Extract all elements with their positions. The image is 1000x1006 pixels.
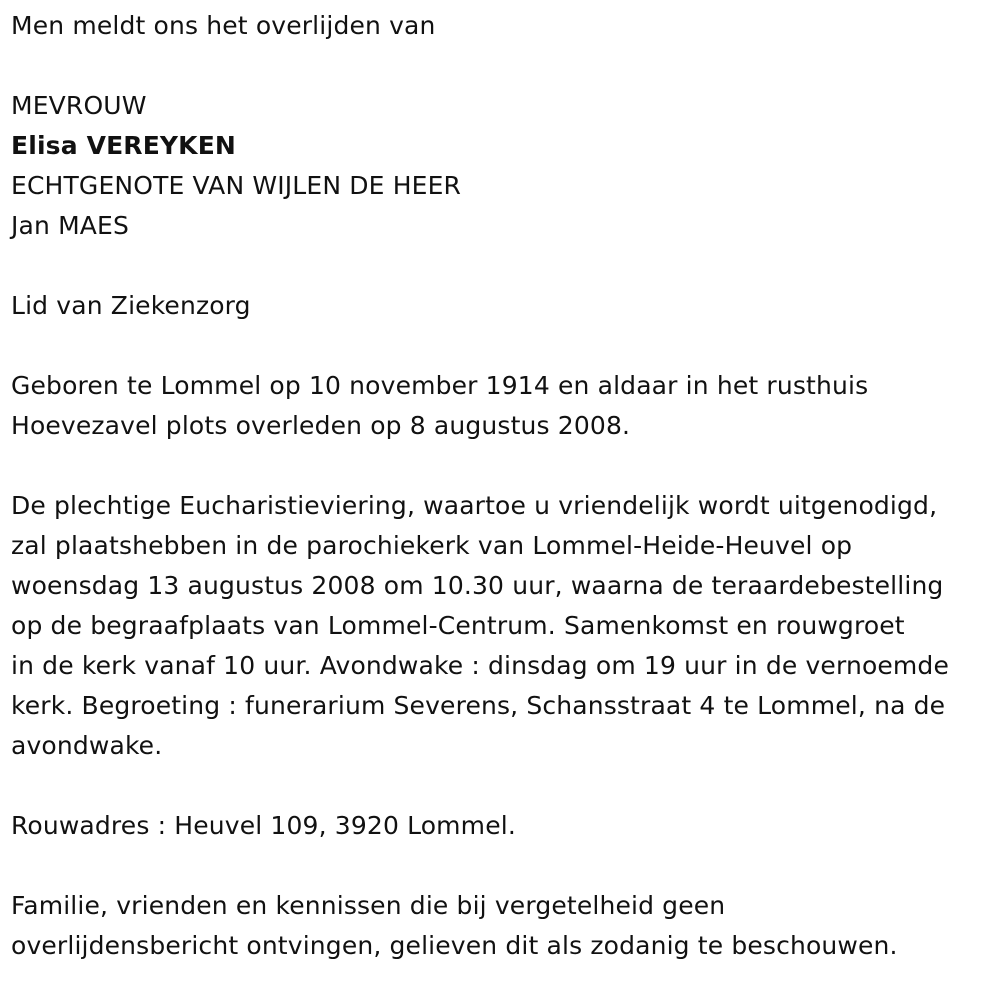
spacer: [11, 766, 996, 806]
spouse-name: Jan MAES: [11, 211, 130, 240]
spacer: [11, 326, 996, 366]
closing-paragraph: [11, 886, 996, 966]
deceased-title: MEVROUW: [11, 91, 147, 120]
mourning-address: Rouwadres : Heuvel 109, 3920 Lommel.: [11, 811, 516, 840]
membership-text: Lid van Ziekenzorg: [11, 291, 251, 320]
spacer: [11, 46, 996, 86]
birth-death-paragraph: [11, 366, 996, 446]
paragraph-line: zal plaatshebben in de parochiekerk van Lommel-Heide-Heuvel op: [11, 531, 853, 560]
ceremony-paragraph: [11, 486, 996, 766]
spacer: [11, 846, 996, 886]
paragraph-line: woensdag 13 augustus 2008 om 10.30 uur, waarna de teraardebestelling: [11, 571, 944, 600]
death-notice: [11, 6, 996, 966]
paragraph-line: kerk. Begroeting : funerarium Severens, Schansstraat 4 te Lommel, na de: [11, 691, 946, 720]
spacer: [11, 246, 996, 286]
paragraph-line: op de begraafplaats van Lommel-Centrum. Samenkomst en rouwgroet: [11, 611, 905, 640]
paragraph-line: Hoevezavel plots overleden op 8 augustus 2008.: [11, 411, 631, 440]
paragraph-line: avondwake.: [11, 731, 163, 760]
paragraph-line: Familie, vrienden en kennissen die bij vergetelheid geen: [11, 891, 726, 920]
spacer: [11, 446, 996, 486]
deceased-name: Elisa VEREYKEN: [11, 131, 237, 160]
intro-text: Men meldt ons het overlijden van: [11, 11, 436, 40]
paragraph-line: in de kerk vanaf 10 uur. Avondwake : dinsdag om 19 uur in de vernoemde: [11, 651, 949, 680]
paragraph-line: De plechtige Eucharistieviering, waartoe u vriendelijk wordt uitgenodigd,: [11, 491, 938, 520]
paragraph-line: overlijdensbericht ontvingen, gelieven dit als zodanig te beschouwen.: [11, 931, 898, 960]
paragraph-line: Geboren te Lommel op 10 november 1914 en aldaar in het rusthuis: [11, 371, 869, 400]
spouse-label: ECHTGENOTE VAN WIJLEN DE HEER: [11, 171, 462, 200]
